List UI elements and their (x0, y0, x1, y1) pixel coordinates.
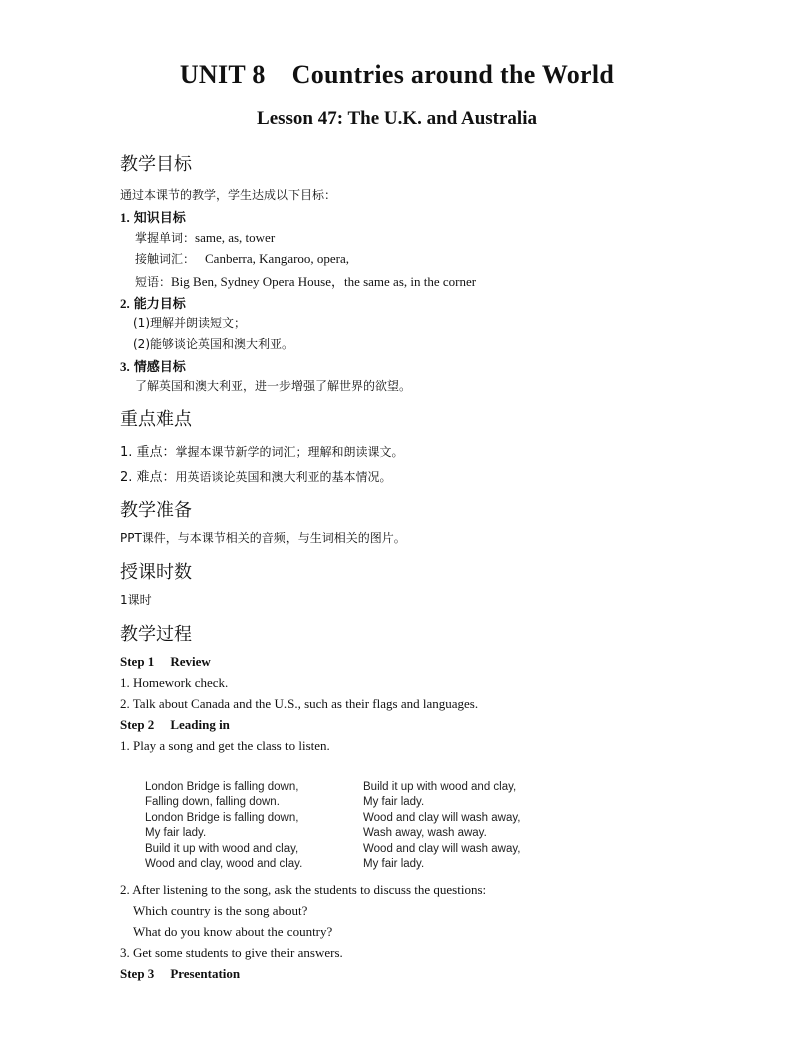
objectives-intro: 通过本课节的教学，学生达成以下目标： (120, 188, 337, 202)
song-line: Wash away, wash away. (363, 827, 487, 840)
step2-question: Which country is the song about? (133, 903, 308, 918)
song-line: My fair lady. (145, 827, 207, 840)
knowledge-goal-number: 1. (120, 210, 130, 225)
master-words: same, as, tower (195, 230, 276, 245)
preparation-text: PPT课件，与本课节相关的音频，与生词相关的图片。 (120, 531, 406, 545)
step1-item: 2. Talk about Canada and the U.S., such as their flags and languages. (120, 696, 479, 711)
song-line: Wood and clay will wash away, (363, 811, 521, 824)
hours-text: 1课时 (120, 593, 152, 607)
contact-words-label: 接触词汇： (135, 252, 196, 266)
step2-item: 1. Play a song and get the class to listen. (120, 738, 330, 753)
knowledge-goal-heading (120, 207, 186, 227)
page-title (0, 60, 794, 90)
step3-heading (120, 966, 240, 982)
step3-label: Step 3 (120, 966, 155, 981)
step2-item: 3. Get some students to give their answers. (120, 945, 343, 960)
step3-title: Presentation (170, 966, 241, 981)
phrases: Big Ben, Sydney Opera House，the same as, in the corner (171, 274, 477, 289)
hours-heading: 授课时数 (120, 562, 192, 583)
step2-item: 2. After listening to the song, ask the students to discuss the questions: (120, 882, 487, 897)
step1-label: Step 1 (120, 654, 155, 669)
preparation-heading: 教学准备 (120, 500, 192, 521)
master-words-label: 掌握单词： (135, 231, 196, 245)
song-line: Wood and clay will wash away, (363, 842, 521, 855)
unit-number: UNIT 8 (179, 60, 266, 89)
objectives-heading: 教学目标 (120, 154, 192, 175)
phrases-label: 短语： (135, 275, 172, 289)
song-line: London Bridge is falling down, (145, 811, 299, 824)
emotion-goal-text: 了解英国和澳大利亚，进一步增强了解世界的欲望。 (135, 379, 412, 393)
song-line: Wood and clay, wood and clay. (145, 858, 303, 871)
key-points-heading: 重点难点 (120, 409, 192, 430)
song-column-left (145, 780, 302, 872)
contact-words-line (135, 250, 349, 268)
unit-title: Countries around the World (291, 60, 615, 89)
song-line: My fair lady. (363, 796, 425, 809)
step1-item: 1. Homework check. (120, 675, 229, 690)
step2-heading (120, 717, 230, 733)
song-line: Build it up with wood and clay, (145, 842, 299, 855)
ability-goal-heading (120, 293, 186, 313)
contact-words: Canberra, Kangaroo, opera, (205, 251, 350, 266)
step2-question: What do you know about the country? (133, 924, 333, 939)
key-point-item (120, 441, 404, 461)
ability-goal-number: 2. (120, 296, 130, 311)
step1-title: Review (170, 654, 211, 669)
key-point-text: 掌握本课节新学的词汇；理解和朗读课文。 (175, 445, 404, 459)
song-line: Falling down, falling down. (145, 796, 280, 809)
knowledge-goal-title: 知识目标 (133, 211, 186, 226)
emotion-goal-heading (120, 356, 186, 376)
process-heading: 教学过程 (120, 624, 192, 645)
ability-item: (2)能够谈论英国和澳大利亚。 (133, 337, 294, 351)
song-line: London Bridge is falling down, (145, 781, 299, 793)
difficult-point-text: 用英语谈论英国和澳大利亚的基本情况。 (175, 470, 392, 484)
difficult-point-label: 2. 难点： (120, 470, 176, 485)
step2-title: Leading in (170, 717, 230, 732)
key-point-label: 1. 重点： (120, 445, 176, 460)
ability-item: (1)理解并朗读短文； (133, 316, 246, 330)
master-words-line (135, 229, 275, 247)
emotion-goal-number: 3. (120, 359, 130, 374)
lesson-title: Lesson 47: The U.K. and Australia (257, 108, 537, 129)
phrases-line (135, 271, 476, 291)
ability-goal-title: 能力目标 (133, 297, 186, 312)
song-line: Build it up with wood and clay, (363, 781, 517, 793)
song-column-right (363, 780, 520, 872)
step1-heading (120, 654, 211, 670)
emotion-goal-title: 情感目标 (133, 360, 186, 375)
song-line: My fair lady. (363, 858, 425, 871)
step2-label: Step 2 (120, 717, 155, 732)
difficult-point-item (120, 466, 392, 486)
